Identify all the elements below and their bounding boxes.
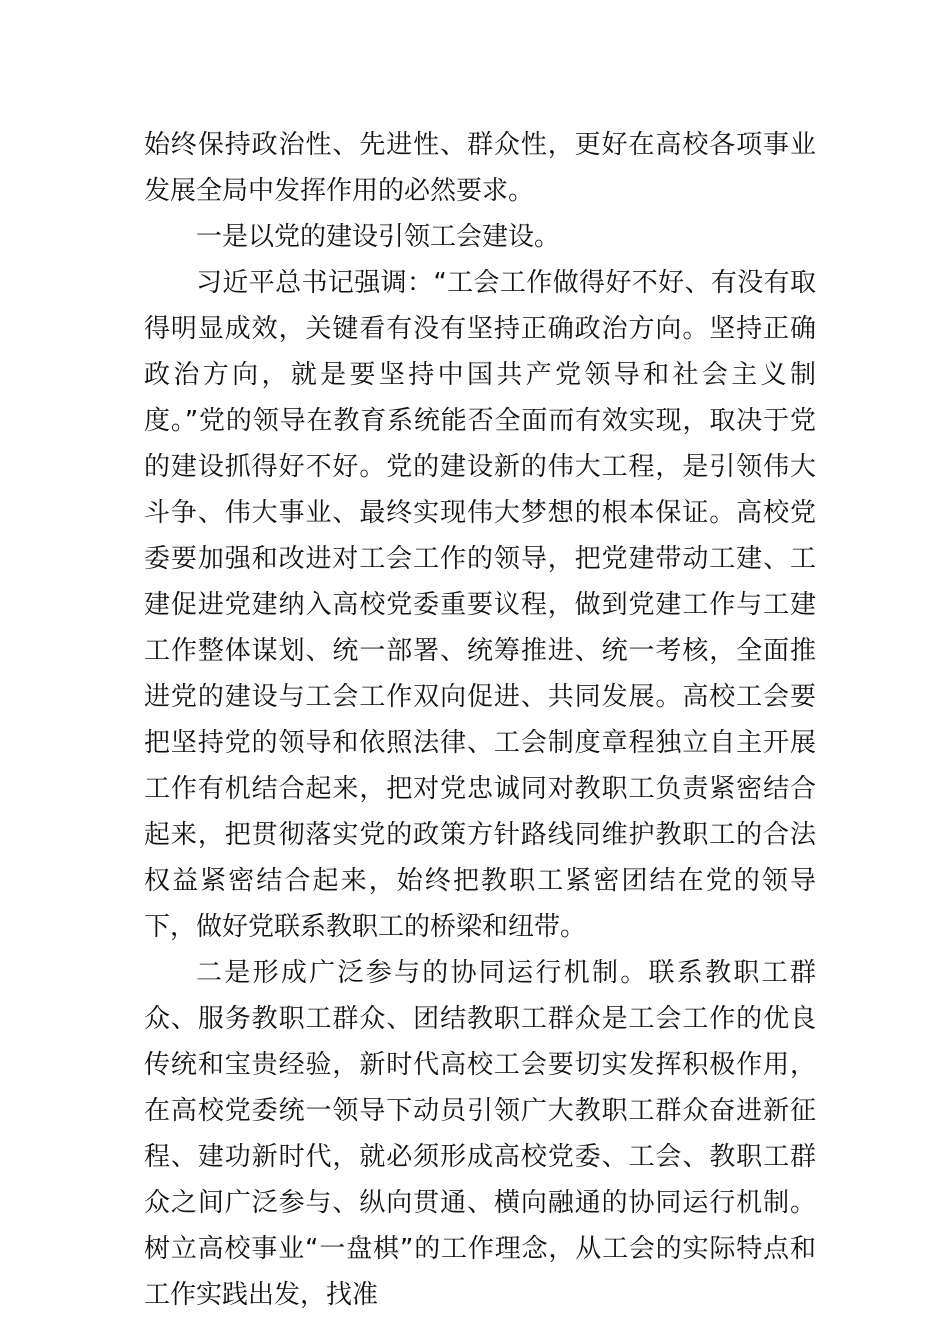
- document-body: [144, 122, 816, 1318]
- paragraph-continuation: 始终保持政治性、先进性、群众性，更好在高校各项事业发展全局中发挥作用的必然要求。: [144, 130, 816, 206]
- paragraph-heading-one: 一是以党的建设引领工会建设。: [196, 222, 561, 252]
- paragraph-mechanism: 二是形成广泛参与的协同运行机制。联系教职工群众、服务教职工群众、团结教职工群众是工会工作的优良传统和宝贵经验，新时代高校工会要切实发挥积极作用，在高校党委统一领导下动员引领广大教职工群众奋进新征程、建功新时代，就必须形成高校党委、工会、教职工群众之间广泛参与、纵向贯通、横向融通的协同运行机制。树立高校事业“一盘棋”的工作理念，从工会的实际特点和工作实践出发，找准: [144, 958, 816, 1310]
- paragraph-party-leadership: 习近平总书记强调：“工会工作做得好不好、有没有取得明显成效，关键看有没有坚持正确政治方向。坚持正确政治方向，就是要坚持中国共产党领导和社会主义制度。”党的领导在教育系统能否全面而有效实现，取决于党的建设抓得好不好。党的建设新的伟大工程，是引领伟大斗争、伟大事业、最终实现伟大梦想的根本保证。高校党委要加强和改进对工会工作的领导，把党建带动工建、工建促进党建纳入高校党委重要议程，做到党建工作与工建工作整体谋划、统一部署、统筹推进、统一考核，全面推进党的建设与工会工作双向促进、共同发展。高校工会要把坚持党的领导和依照法律、工会制度章程独立自主开展工作有机结合起来，把对党忠诚同对教职工负责紧密结合起来，把贯彻落实党的政策方针路线同维护教职工的合法权益紧密结合起来，始终把教职工紧密团结在党的领导下，做好党联系教职工的桥梁和纽带。: [144, 268, 816, 942]
